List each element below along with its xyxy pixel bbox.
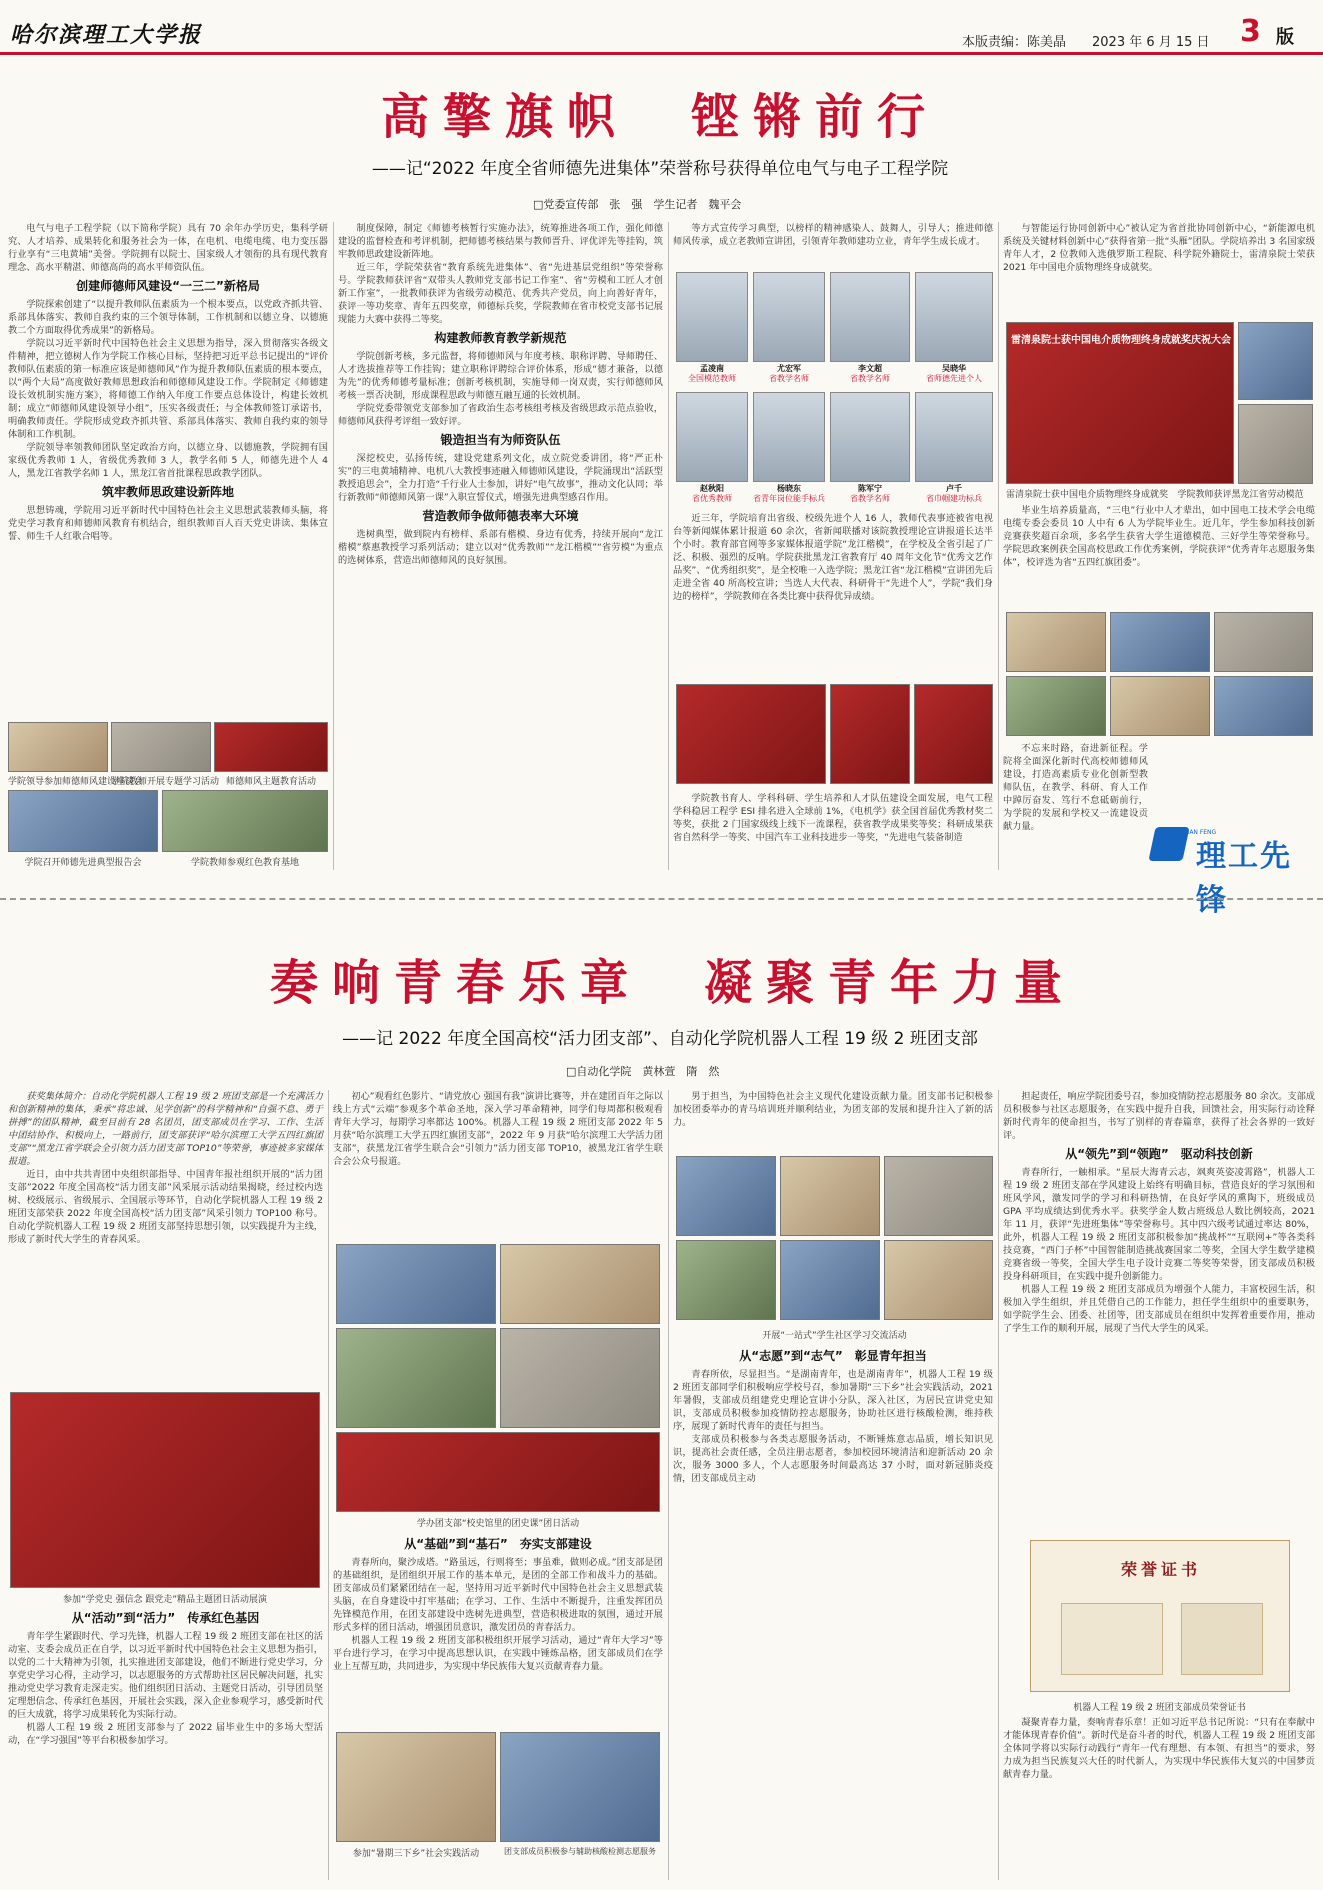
paragraph: 男于担当，为中国特色社会主义现代化建设贡献力量。团支部书记积极参加校团委举办的青马培训班并顺利结业，为团支部的发展和提升注入了新的活力。 — [673, 1091, 993, 1128]
article1-column-4-bottom — [1003, 742, 1148, 866]
certificate-photo — [914, 684, 993, 784]
portrait-photo — [676, 392, 748, 482]
portrait-photo — [915, 272, 993, 362]
photo — [1214, 612, 1313, 672]
column-rule — [998, 222, 999, 870]
portrait-caption: 孟凌南 全国模范教师 — [688, 364, 736, 383]
section-heading: 从“基础”到“基石” 夯实支部建设 — [404, 1537, 592, 1551]
paragraph: 学院教书育人、学科科研、学生培养和人才队伍建设全面发展，电气工程学科稳居工程学 ESI 排名进入全球前 1%，《电机学》获全国首届优秀教材奖二等奖，获批 2 门国家级线上线下一流课程，获省教学成果奖等奖；科研成果获省自然科学一等奖、中国汽车工业科技进步一等奖，“先进电气装备制造 — [673, 793, 993, 843]
paragraph: 制度保障，制定《师德考核暂行实施办法》，统筹推进各项工作，强化师德建设的监督检查和考评机制，把师德考核结果与教师晋升、评优评先等挂钩，筑牢教师思政建设新阵地。 — [338, 223, 663, 260]
photo — [500, 1732, 660, 1842]
award-ceremony-photo — [1006, 322, 1234, 484]
photo — [676, 1156, 776, 1236]
badge-pinyin: LI GONG XIAN FENG — [1156, 829, 1217, 836]
photo — [336, 1732, 496, 1842]
paragraph: 青年学生紧跟时代、学习先锋，机器人工程 19 级 2 班团支部在社区的活动室、支委会成员正在自学，以习近平新时代中国特色社会主义思想为指引，以党的二十大精神为引领，扎实推进团支部建设，他们不断进行党史学习，分享党史学习心得，主动学习，以志愿服务的方式帮助社区居民解决问题，扎实推动党史学习教育走深走实。他们组织团日活动、主题党日活动，引导团员坚定理想信念、传承红色基因，开展社会实践，深入企业参观学习，感受新时代的巨大成就，将学习成果转化为实际行动。 — [8, 1631, 323, 1720]
photo — [8, 790, 158, 852]
portrait-caption: 卢千 省巾帼建功标兵 — [926, 484, 982, 503]
paragraph: 与智能运行协同创新中心”被认定为省首批协同创新中心，“新能源电机系统及关键材料创新中心”获得省第一批“头雁”团队。学院培养出 3 名国家级青年人才，2 位教师入选俄罗斯工程院、科学院外籍院士，雷清泉院士荣获 2021 年中国电介质物理终身成就奖。 — [1003, 223, 1315, 273]
portrait-caption: 李文超 省教学名师 — [850, 364, 890, 383]
paragraph: 毕业生培养质量高，“三电”行业中人才辈出，如中国电工技术学会电缆电缆专委会委员 10 人中有 6 人为学院毕业生。近几年，学生参加科技创新竞赛获奖超百余项，多名学生获省大学生道德模范、三好学生等荣誉称号。学院思政案例获全国高校思政工作优秀案例，学院获评“优秀青年志愿服务集体”，校评选为省“五四红旗团委”。 — [1003, 505, 1315, 568]
article2-column-2-middle — [333, 1532, 663, 1728]
paragraph: 青春所向，聚沙成塔。“路虽远，行则将至；事虽难，做则必成。”团支部是团的基础组织，是团组织开展工作的基本单元，是团的全部工作和战斗力的基础。团支部成员们紧紧团结在一起，坚持用习近平新时代中国特色社会主义思想武装头脑，在自身建设中打牢基础；在学习、工作、生活中不断提升，注重发挥团员先锋模范作用，在团支部建设中选树先进典型，营造积极进取的氛围，通过开展形式多样的团日活动，增强团员意识，激发团员的青春活力。 — [333, 1557, 663, 1633]
portrait-photo — [830, 272, 910, 362]
certificate-photo — [830, 684, 910, 784]
article1-column-4-top — [1003, 222, 1315, 317]
article2-byline: □自动化学院 黄林萱 隋 然 — [566, 1065, 720, 1078]
section-heading: 构建教师教育教学新规范 — [434, 331, 567, 345]
photo — [1214, 676, 1313, 736]
article2-column-4-bottom — [1003, 1716, 1315, 1884]
paragraph: 机器人工程 19 级 2 班团支部参与了 2022 届毕业生中的多场大型活动，在“学习强国”等平台积极参加学习。 — [8, 1722, 323, 1746]
section-heading: 创建师德师风建设“一三二”新格局 — [76, 279, 260, 293]
paragraph: 凝聚青春力量，奏响青春乐章！正如习近平总书记所说：“只有在奉献中才能体现青春价值”。新时代是奋斗者的时代，机器人工程 19 级 2 班团支部全体同学将以实际行动践行“青年一代有理想、有本领、有担当”的要求，努力成为担当民族复兴大任的时代新人，为实现中华民族伟大复兴的中国梦贡献青春力量。 — [1003, 1717, 1315, 1780]
article1-column-1 — [8, 222, 328, 720]
article1-column-2 — [338, 222, 663, 872]
newspaper-logo: 哈尔滨理工大学报 — [10, 22, 203, 48]
article1-column-3-top — [673, 222, 993, 266]
photo-caption: 参加“学党史 强信念 跟党走”精品主题团日活动展演 — [62, 1595, 268, 1605]
portrait-caption: 赵秋阳 省优秀教师 — [692, 484, 732, 503]
article1-headline: 高擎旗帜 铿锵前行 — [380, 89, 939, 145]
paragraph: 思想铸魂，学院用习近平新时代中国特色社会主义思想武装教师头脑，将党史学习教育和师德师风教育有机结合，组织教师百人百天党史讲读、集体宣誓、师生千人红歌合唱等。 — [8, 505, 328, 542]
article2-column-3-bottom — [673, 1344, 993, 1874]
photo-caption: 学办团支部“校史馆里的团史课”团日活动 — [416, 1519, 580, 1529]
photo — [676, 1240, 776, 1320]
photo-caption: 学院教师获评黑龙江省劳动模范 — [1177, 490, 1304, 500]
section-heading: 从“领先”到“领跑” 驱动科技创新 — [1065, 1147, 1253, 1161]
photo — [884, 1156, 993, 1236]
paragraph: 电气与电子工程学院（以下简称学院）具有 70 余年办学历史，集科学研究、人才培养、成果转化和服务社会为一体，在电机、电缆电缆、电力变压器行业享有“三电黄埔”美誉。学院拥有以院士、国家级人才领衔的具有现代教育理念、高水平精湛、师德高尚的高水平师资队伍。 — [8, 223, 328, 273]
section-heading: 从“活动”到“活力” 传承红色基因 — [71, 1611, 260, 1625]
article2-column-1-top — [8, 1090, 323, 1380]
portrait-photo — [753, 272, 825, 362]
photo-caption: 师德师风主题教育活动 — [225, 777, 316, 787]
article2-column-1-bottom — [8, 1606, 323, 1884]
paragraph: 近日，由中共共青团中央组织部指导、中国青年报社组织开展的“活力团支部”2022 年度全国高校“活力团支部”风采展示活动结果揭晓，经过校内选树、校级展示、省级展示、全国展示等环节，自动化学院机器人工程 19 级 2 班团支部荣获 2022 年度全国高校“活力团支部”风采引领力 TOP100 称号。自动化学院机器人工程 19 级 2 班团支部坚持思想引领，以实践提升为主线，形成了新时代大学生的青春风采。 — [8, 1169, 323, 1245]
paragraph: 近三年，学院培育出省级、校级先进个人 16 人，教师代表事迹被省电视台等新闻媒体累计报道 60 余次，省新闻联播对该院教授理论宣讲报道长达半个小时。教育部官网等多家媒体报道学院“龙江楷模”，在学校及全省引起了广泛、积极、强烈的反响。学院获批黑龙江省教育厅 40 周年文化节“优秀文艺作品奖”、“优秀组织奖”，是全校唯一入选学院；黑龙江省“龙江楷模”宣讲团先后走进全省 40 所高校宣讲；当选人大代表、科研骨干“先进个人”，学院“我们身边的榜样”，学院教师在各类比赛中获得优异成绩。 — [673, 513, 993, 602]
paragraph: 等方式宣传学习典型，以榜样的精神感染人、鼓舞人，引导人；推进师德师风传承，成立老教师宣讲团，引领青年教师建功立业，青年学生成长成才。 — [673, 223, 993, 247]
article2-subhead: ——记 2022 年度全国高校“活力团支部”、自动化学院机器人工程 19 级 2 班团支部 — [342, 1029, 978, 1049]
article1-column-3-bottom — [673, 792, 993, 872]
photo — [884, 1240, 993, 1320]
paragraph: 选树典型，做到院内有榜样、系部有楷模、身边有优秀，持续开展向“龙江楷模”蔡惠教授学习系列活动；建立以对“优秀教师”“龙江楷模”“省劳模”为重点的选树体系，营造出师德师风的良好氛围。 — [338, 529, 663, 566]
award-ceremony-photo — [676, 684, 826, 784]
event-photo — [10, 1392, 320, 1588]
article2-headline: 奏响青春乐章 凝聚青年力量 — [270, 955, 1077, 1011]
photo — [500, 1328, 660, 1428]
paragraph: 机器人工程 19 级 2 班团支部积极组织开展学习活动，通过“青年大学习”等平台进行学习，在学习中提高思想认识，在实践中锤炼品格，团支部成员们在学业上互帮互助，共同进步，为实现中华民族伟大复兴贡献青春力量。 — [333, 1635, 663, 1672]
photo — [8, 722, 108, 772]
article1-column-4-middle — [1003, 504, 1315, 606]
page-editor: 本版责编：陈美晶 — [962, 35, 1067, 50]
paragraph: 初心”观看红色影片、“请党放心 强国有我”演讲比赛等，并在建团百年之际以线上方式“云端”参观多个革命圣地，深入学习革命精神，同学们每周都积极观看青年大学习，每期学习率都达 100%。机器人工程 19 级 2 班团支部 2022 年 5 月获“哈尔滨理工大学五四红旗团支部”，2022 年 9 月获“哈尔滨理工大学活力团支部”，获黑龙江省学生联合会“引领力”活力团支部 TOP10，被黑龙江省学生联合会公众号报道。 — [333, 1091, 663, 1167]
page-number: 3 — [1240, 14, 1261, 49]
paragraph: 机器人工程 19 级 2 班团支部成员为增强个人能力，丰富校园生活，积极加入学生组织，并且凭借自己的工作能力，担任学生组织中的重要职务，如学院学生会、团委、社团等，团支部成员在组织中发挥着重要作用，推动了学生工作的顺利开展，展现了当代大学生的风采。 — [1003, 1284, 1315, 1334]
article1-column-3-middle — [673, 512, 993, 680]
photo — [500, 1244, 660, 1324]
masthead-rule — [0, 52, 1323, 55]
photo — [1110, 676, 1210, 736]
photo — [336, 1328, 496, 1428]
portrait-caption: 尤宏军 省教学名师 — [769, 364, 809, 383]
photo-caption: 学院教师开展专题学习活动 — [111, 777, 220, 787]
certificate-page — [1181, 1603, 1263, 1675]
column-rule — [668, 1090, 669, 1880]
article2-column-3-top — [673, 1090, 993, 1150]
photo-caption: 学院教师参观红色教育基地 — [190, 858, 299, 868]
paragraph: 学院党委带领党支部参加了省政治生态考核组考核及省级思政示范点验收，师德师风获得考评组一致好评。 — [338, 403, 663, 427]
portrait-photo — [676, 272, 748, 362]
photo-caption: 参加“暑期三下乡”社会实践活动 — [352, 1849, 480, 1859]
column-rule — [668, 222, 669, 870]
paragraph: 学院领导率领教师团队坚定政治方向，以德立身、以德施教，学院拥有国家级优秀教师 1 人，省级优秀教师 3 人，教学名师 5 人，师德先进个人 4 人，黑龙江省教学名师 1 人，黑龙江省首批课程思政教学团队。 — [8, 442, 328, 479]
portrait-caption: 吴晓华 省师德先进个人 — [926, 364, 982, 383]
portrait-caption: 杨晓东 省青年岗位能手标兵 — [753, 484, 825, 503]
paragraph: 学院探索创建了“以提升教师队伍素质为一个根本要点，以党政齐抓共管、系部具体落实、教师自我约束的三个领导体制，工作机制和以德立身、以德施教二个方面取得优秀成果”的新格局。 — [8, 299, 328, 336]
section-heading: 筑牢教师思政建设新阵地 — [101, 485, 234, 499]
portrait-caption: 陈军宁 省教学名师 — [850, 484, 890, 503]
article2-column-2-top — [333, 1090, 663, 1240]
article2-column-4-top — [1003, 1090, 1315, 1530]
paragraph: 支部成员积极参与各类志愿服务活动，不断锤炼意志品质，增长知识见识，提高社会责任感，全员注册志愿者，参加校园环境清洁和迎新活动 20 余次，服务 3000 多人，个人志愿服务时间最高达 37 小时，面对新冠肺炎疫情，团支部成员主动 — [673, 1434, 993, 1484]
photo — [1238, 404, 1313, 484]
article1-byline: □党委宣传部 张 强 学生记者 魏平会 — [533, 198, 742, 211]
photo-caption: 团支部成员积极参与辅助核酸检测志愿服务 — [504, 1847, 656, 1856]
page-label: 版 — [1276, 27, 1294, 48]
portrait-photo — [830, 392, 910, 482]
photo — [336, 1244, 496, 1324]
publication-date: 2023 年 6 月 15 日 — [1092, 35, 1210, 50]
certificate-page — [1061, 1603, 1163, 1675]
photo-caption: 学院召开师德先进典型报告会 — [24, 858, 142, 868]
paragraph: 学院创新考核，多元监督，将师德师风与年度考核、职称评聘、导师聘任、人才选拔推荐等工作挂钩；建立职称评聘综合评价体系，形成“德才兼备，以德为先”的优秀师德考量标准；创新考核机制，实施导师一岗双责，实行师德师风考核一票否决制，形成课程思政与师德互融互通的长效机制。 — [338, 351, 663, 401]
section-divider — [0, 898, 1323, 900]
photo — [780, 1156, 880, 1236]
photo-banner: 雷清泉院士获中国电介质物理终身成就奖庆祝大会 — [1011, 335, 1231, 346]
photo — [1238, 322, 1313, 400]
photo-caption: 学院领导参加师德师风建设座谈会 — [8, 777, 144, 787]
photo — [111, 722, 211, 772]
certificate-title: 荣誉证书 — [1120, 1560, 1201, 1579]
photo-caption: 开展“一站式”学生社区学习交流活动 — [762, 1331, 907, 1341]
photo — [214, 722, 328, 772]
paragraph: 担起责任，响应学院团委号召，参加疫情防控志愿服务 80 余次。支部成员积极参与社区志愿服务，在实践中提升自我，回馈社会，用实际行动诠释新时代青年的使命担当，书写了别样的青春篇章，获得了社会各界的一致好评。 — [1003, 1091, 1315, 1141]
masthead — [0, 0, 1323, 56]
section-heading: 营造教师争做师德表率大环境 — [422, 509, 579, 523]
column-rule — [998, 1090, 999, 1880]
paragraph: 青春所行，一触相承。“星辰大海青云志，飒爽英姿凌霄路”，机器人工程 19 级 2 班团支部在学风建设上始终有明确目标，营造良好的学习氛围和班风学风，激发同学的学习和科研热情，在良好学风的熏陶下，班级成员 GPA 平均成绩达到优秀水平。获奖学金人数占班级总人数比例较高，2021 年 11 月，获评“先进班集体”等荣誉称号。其中四六级考试通过率达 80%，此外，机器人工程 19 级 2 班团支部积极参加“挑战杯”“互联网+”等各类科技竞赛，“西门子杯”中国智能制造挑战赛国家二等奖，全国大学生数学建模竞赛省级一等奖，全国大学生电子设计竞赛二等奖等荣誉，团支部成员积极投身科研项目，在实践中提升创新能力。 — [1003, 1167, 1315, 1282]
photo — [1110, 612, 1210, 672]
column-rule — [333, 222, 334, 870]
column-badge — [1152, 827, 1312, 918]
column-rule — [328, 1090, 329, 1880]
paragraph: 近三年，学院荣获省“教育系统先进集体”、省“先进基层党组织”等荣誉称号。学院教师获评省“双带头人教师党支部书记工作室”、省“劳模和工匠人才创新工作室”，一批教师获评为省级劳动模范、优秀共产党员，向上向善好青年，获评一等功奖章、青年五四奖章，师德标兵奖，学院教师在省市校党支部书记展现能力大赛中获得二等奖。 — [338, 262, 663, 325]
photo — [162, 790, 328, 852]
photo — [336, 1432, 660, 1512]
paragraph: 不忘来时路，奋进新征程。学院将全面深化新时代高校师德师风建设，打造高素质专业化创新型教师队伍，在教学、科研、育人工作中踔厉奋发、笃行不怠砥砺前行，为学院的发展和学校又一流建设贡献力量。 — [1003, 743, 1148, 832]
photo — [1006, 676, 1106, 736]
photo — [780, 1240, 880, 1320]
paragraph: 青春所依，尽显担当。“是湖南青年，也是湖南青年”，机器人工程 19 级 2 班团支部同学们积极响应学校号召，参加暑期“三下乡”社会实践活动，2021 年暑假，支部成员组建党史理论宣讲小分队，深入社区，为居民宣讲党史知识，支部成员积极参加疫情防控志愿服务，协助社区进行核酸检测，维持秩序，展现了新时代青年的责任与担当。 — [673, 1369, 993, 1432]
paragraph: 学院以习近平新时代中国特色社会主义思想为指导，深入贯彻落实各级文件精神，把立德树人作为学院工作核心目标，坚持把习近平总书记提出的“评价教师队伍素质的第一标准应该是师德师风”作为提升教师队伍素质的根本要点，以“两个大局”高度做好教师思想政治和师德师风建设工作。学院制定《师德建设长效机制实施方案》，将师德工作纳入年度工作要点总体设计，构建长效机制；成立“师德师风建设领导小组”，压实各级责任；与全体教师签订承诺书，明确教师责任。学院形成党政齐抓共管、系部具体落实、教师自我约束的领导体制和工作机制。 — [8, 338, 328, 440]
section-heading: 从“志愿”到“志气” 彰显青年担当 — [739, 1349, 927, 1363]
photo — [1006, 612, 1106, 672]
honor-certificate — [1030, 1540, 1290, 1692]
section-heading: 锻造担当有为师资队伍 — [440, 433, 561, 447]
paragraph: 深挖校史，弘扬传统，建设党建系列文化，成立院党委讲团，将“严正朴实”的三电黄埔精神、电机八大教授事迹融入师德师风建设，学院涌现出“活跃型教授追思会”，全力打造“千行业人士参加，讲好“电气故事”，推动文化认同；举行新教师“师德师风第一课”入职宣誓仪式，增强先进典型感召作用。 — [338, 453, 663, 503]
badge-text: 理工先锋 — [1196, 839, 1292, 918]
photo-caption: 雷清泉院士获中国电介质物理终身成就奖 — [1006, 490, 1169, 500]
intro-paragraph: 获奖集体简介：自动化学院机器人工程 19 级 2 班团支部是一个充满活力和创新精神的集体，秉承“将忠诚、见学创新”的科学精神和“自强不息、勇于拼搏”的团队精神，截至目前有 28 名团员，团支部成员在学习、工作、生活中团结协作、积极向上，一路前行，团支部获评“哈尔滨理工大学五四红旗团支部”“黑龙江省学联会全引领力活力团支部 TOP10”等荣誉，事迹被多家媒体报道。 — [8, 1091, 323, 1167]
article1-subhead: ——记“2022 年度全省师德先进集体”荣誉称号获得单位电气与电子工程学院 — [371, 159, 949, 179]
portrait-photo — [753, 392, 825, 482]
photo-caption: 机器人工程 19 级 2 班团支部成员荣誉证书 — [1073, 1703, 1246, 1713]
portrait-photo — [915, 392, 993, 482]
